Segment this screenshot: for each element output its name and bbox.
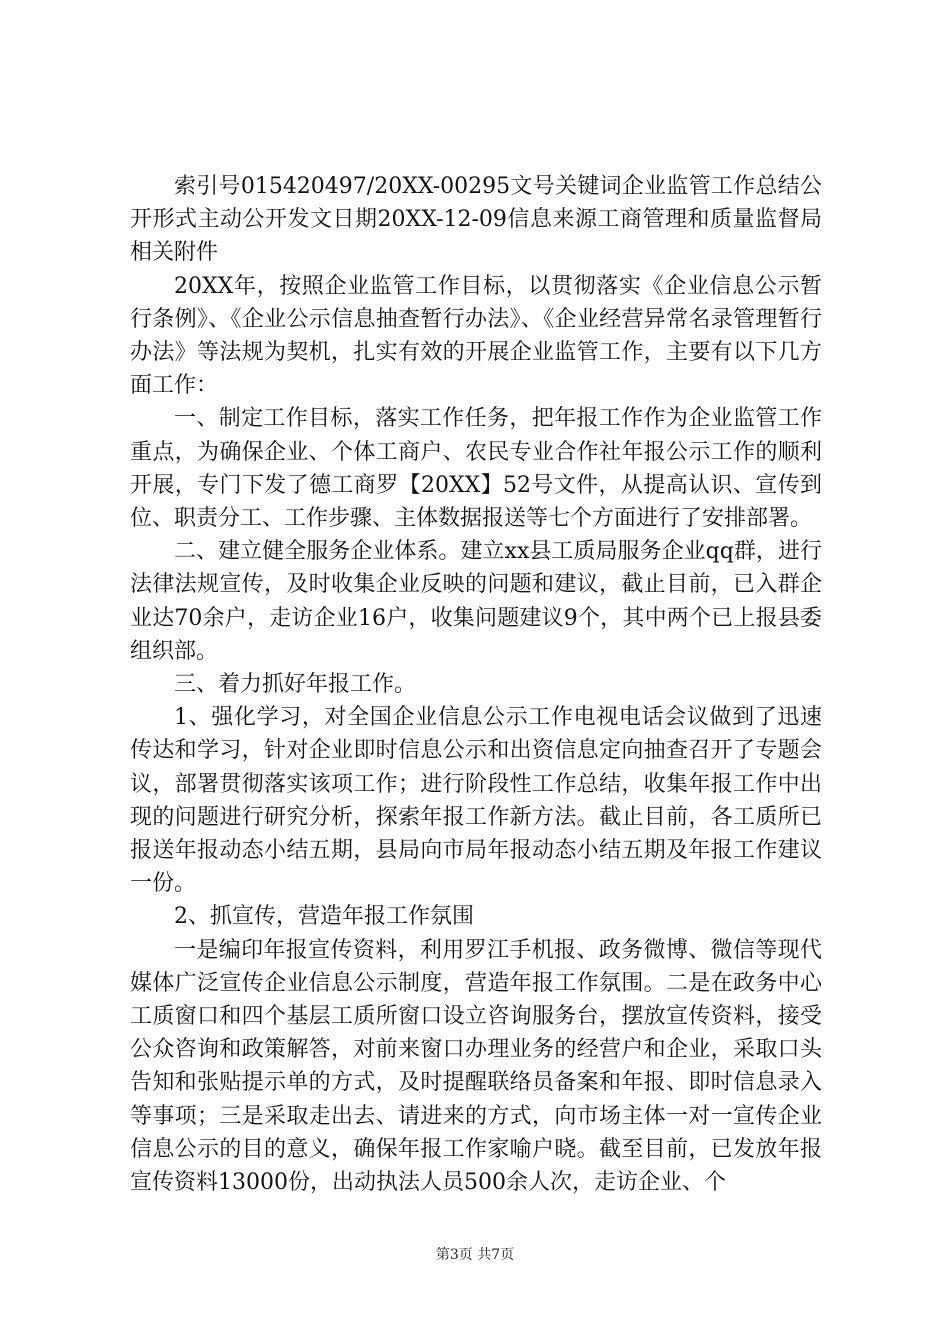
paragraph-section-2: 二、建立健全服务企业体系。建立xx县工质局服务企业qq群，进行法律法规宣传，及时收集企业反映的问题和建议，截止目前，已入群企业达70余户，走访企业16户，收集问题建议9个，其中两个已上报县委组织部。 xyxy=(130,539,822,664)
paragraph-item-1: 1、强化学习，对全国企业信息公示工作电视电话会议做到了迅速传达和学习，针对企业即时信息公示和出资信息定向抽查召开了专题会议，部署贯彻落实该项工作；进行阶段性工作总结，收集年报工作中出现的问题进行研究分析，探索年报工作新方法。截止目前，各工质所已报送年报动态小结五期，县局向市局年报动态小结五期及年报工作建议一份。 xyxy=(130,705,822,897)
page-footer: 第3页 共7页 xyxy=(435,1247,515,1263)
paragraph-section-3-heading: 三、着力抓好年报工作。 xyxy=(174,672,417,698)
paragraph-index-info: 索引号015420497/20XX-00295文号关键词企业监管工作总结公开形式主动公开发文日期20XX-12-09信息来源工商管理和质量监督局相关附件 xyxy=(130,174,822,266)
paragraph-item-2-body: 一是编印年报宣传资料，利用罗江手机报、政务微博、微信等现代媒体广泛宣传企业信息公示制度，营造年报工作氛围。二是在政务中心工质窗口和四个基层工质所窗口设立咨询服务台，摆放宣传资料，接受公众咨询和政策解答，对前来窗口办理业务的经营户和企业，采取口头告知和张贴提示单的方式，及时提醒联络员备案和年报、即时信息录入等事项；三是采取走出去、请进来的方式，向市场主体一对一宣传企业信息公示的目的意义，确保年报工作家喻户晓。截至目前，已发放年报宣传资料13000份，出动执法人员500余人次，走访企业、个 xyxy=(130,937,822,1196)
document-body xyxy=(130,170,822,1199)
paragraph-item-2-heading: 2、抓宣传，营造年报工作氛围 xyxy=(174,904,474,930)
paragraph-intro: 20XX年，按照企业监管工作目标，以贯彻落实《企业信息公示暂行条例》、《企业公示信息抽查暂行办法》、《企业经营异常名录管理暂行办法》等法规为契机，扎实有效的开展企业监管工作，主要有以下几方面工作： xyxy=(130,273,822,399)
paragraph-section-1: 一、制定工作目标，落实工作任务，把年报工作作为企业监管工作重点，为确保企业、个体工商户、农民专业合作社年报公示工作的顺利开展，专门下发了德工商罗【20XX】52号文件，从提高认识、宣传到位、职责分工、工作步骤、主体数据报送等七个方面进行了安排部署。 xyxy=(130,406,822,532)
